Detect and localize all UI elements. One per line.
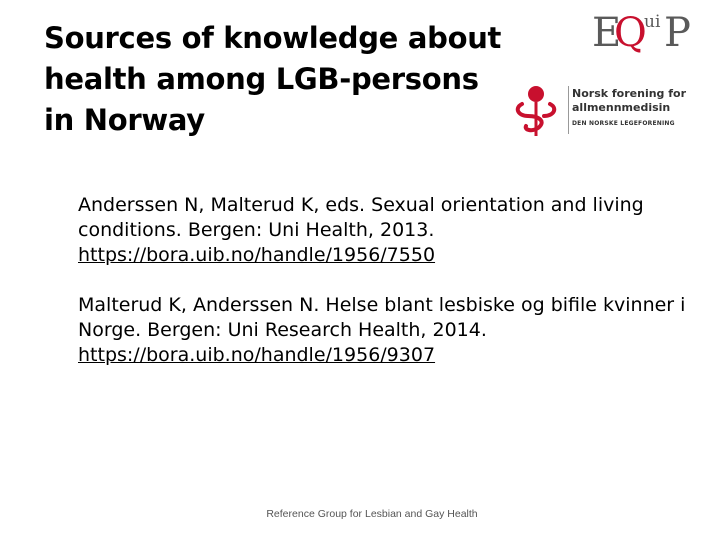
title-line-2: health among LGB-persons (44, 62, 479, 96)
nfa-logo (512, 82, 702, 138)
reference-item (78, 293, 698, 368)
reference-link[interactable]: https://bora.uib.no/handle/1956/7550 (78, 244, 436, 266)
slide-title (44, 18, 524, 141)
equip-logo (592, 10, 702, 56)
title-line-1: Sources of knowledge about (44, 21, 502, 55)
equip-logo-p: P (664, 10, 691, 56)
equip-logo-q: Q (614, 10, 647, 56)
reference-text: Anderssen N, Malterud K, eds. Sexual orientation and living conditions. Bergen: Uni Health, 2013. (78, 194, 644, 241)
reference-item (78, 193, 698, 268)
nfa-name-line-1: Norsk forening for (572, 87, 687, 100)
nfa-name-line-3: DEN NORSKE LEGEFORENING (572, 120, 675, 127)
reference-text: Malterud K, Anderssen N. Helse blant lesbiske og bifile kvinner i Norge. Bergen: Uni Research Health, 2014. (78, 294, 686, 341)
equip-logo-e: E (592, 10, 622, 56)
nfa-name-line-2: allmennmedisin (572, 101, 671, 114)
slide-footer: Reference Group for Lesbian and Gay Health (266, 508, 478, 520)
caduceus-icon (512, 82, 562, 138)
reference-link[interactable]: https://bora.uib.no/handle/1956/9307 (78, 344, 436, 366)
reference-list (78, 193, 698, 393)
title-line-3: in Norway (44, 103, 205, 137)
equip-logo-ui: ui (644, 12, 661, 32)
logo-divider (568, 86, 569, 134)
